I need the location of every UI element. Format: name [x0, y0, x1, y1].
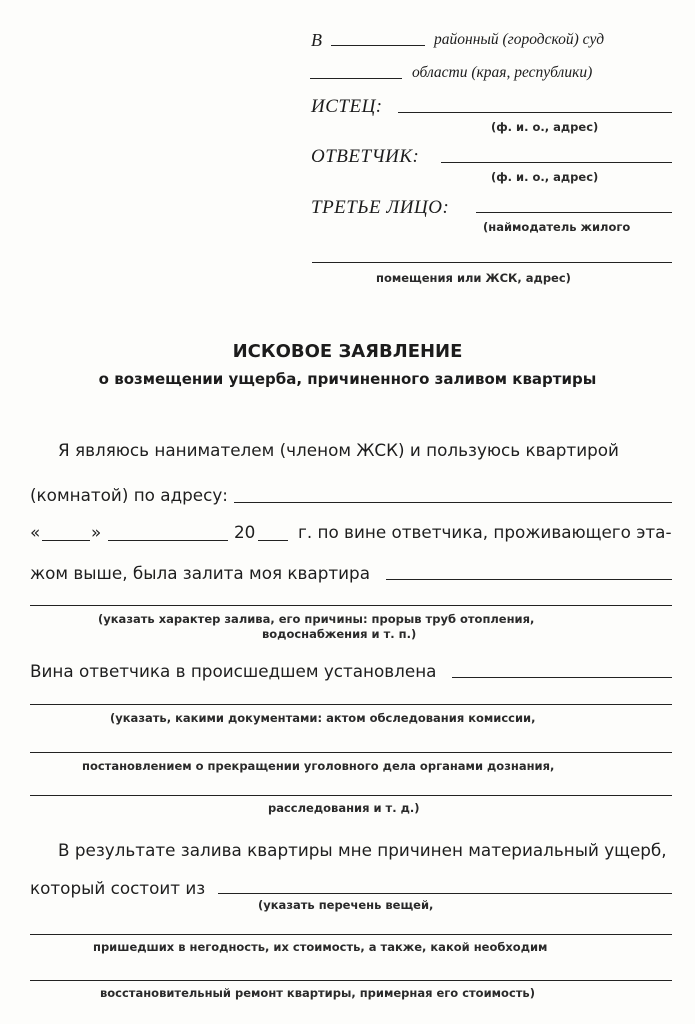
guilt-evidence-field[interactable] — [452, 677, 672, 678]
guilt-evidence-field-2[interactable] — [30, 704, 672, 705]
damage-list-field[interactable] — [218, 893, 672, 894]
flood-description-field-2[interactable] — [30, 605, 672, 606]
docs-hint-1: (указать, какими документами: актом обследования комиссии, — [110, 711, 536, 725]
region-suffix: области (края, республики) — [412, 64, 593, 81]
damage-hint-2: пришедших в негодность, их стоимость, а также, какой необходим — [93, 940, 548, 954]
third-party-label: ТРЕТЬЕ ЛИЦО: — [311, 197, 450, 218]
defendant-label: ОТВЕТЧИК: — [311, 146, 420, 167]
p1-line1: Я являюсь нанимателем (членом ЖСК) и пользуюсь квартирой — [58, 440, 619, 460]
damage-list-field-2[interactable] — [30, 934, 672, 935]
flood-hint-1: (указать характер залива, его причины: прорыв труб отопления, — [98, 612, 535, 626]
third-party-hint-1: (наймодатель жилого — [483, 220, 631, 234]
date-day-field[interactable] — [42, 540, 90, 541]
damage-list-field-3[interactable] — [30, 980, 672, 981]
court-prefix: В — [311, 30, 322, 50]
third-party-hint-2: помещения или ЖСК, адрес) — [376, 271, 571, 285]
third-party-field[interactable] — [476, 212, 672, 213]
date-year-prefix: 20 — [234, 522, 256, 542]
defendant-field[interactable] — [441, 162, 672, 163]
document-subtitle: о возмещении ущерба, причиненного заливом квартиры — [98, 370, 597, 388]
p1-line4: жом выше, была залита моя квартира — [30, 563, 370, 583]
docs-hint-2: постановлением о прекращении уголовного дела органами дознания, — [82, 759, 555, 773]
p2-line1: Вина ответчика в происшедшем установлена — [30, 661, 437, 681]
date-close-quote: » — [91, 522, 102, 542]
address-field[interactable] — [234, 502, 672, 503]
flood-description-field[interactable] — [386, 579, 672, 580]
p3-line2: который состоит из — [30, 878, 206, 898]
region-name-field[interactable] — [310, 78, 402, 79]
court-suffix: районный (городской) суд — [434, 31, 605, 48]
plaintiff-label: ИСТЕЦ: — [311, 96, 383, 117]
date-open-quote: « — [30, 522, 41, 542]
p3-line1: В результате залива квартиры мне причинен материальный ущерб, — [58, 840, 667, 860]
date-year-field[interactable] — [258, 540, 288, 541]
flood-hint-2: водоснабжения и т. п.) — [262, 627, 417, 641]
document-title: ИСКОВОЕ ЗАЯВЛЕНИЕ — [232, 341, 463, 362]
damage-hint-1: (указать перечень вещей, — [258, 898, 434, 912]
court-name-field[interactable] — [331, 45, 425, 46]
guilt-evidence-field-3[interactable] — [30, 752, 672, 753]
defendant-hint: (ф. и. о., адрес) — [491, 170, 599, 184]
date-month-field[interactable] — [108, 540, 228, 541]
damage-hint-3: восстановительный ремонт квартиры, примерная его стоимость) — [100, 986, 535, 1000]
plaintiff-field[interactable] — [398, 112, 672, 113]
p1-line3: г. по вине ответчика, проживающего эта- — [298, 522, 672, 542]
third-party-field-2[interactable] — [312, 262, 672, 263]
p1-line2: (комнатой) по адресу: — [30, 485, 228, 505]
docs-hint-3: расследования и т. д.) — [268, 801, 420, 815]
guilt-evidence-field-4[interactable] — [30, 795, 672, 796]
plaintiff-hint: (ф. и. о., адрес) — [491, 120, 599, 134]
